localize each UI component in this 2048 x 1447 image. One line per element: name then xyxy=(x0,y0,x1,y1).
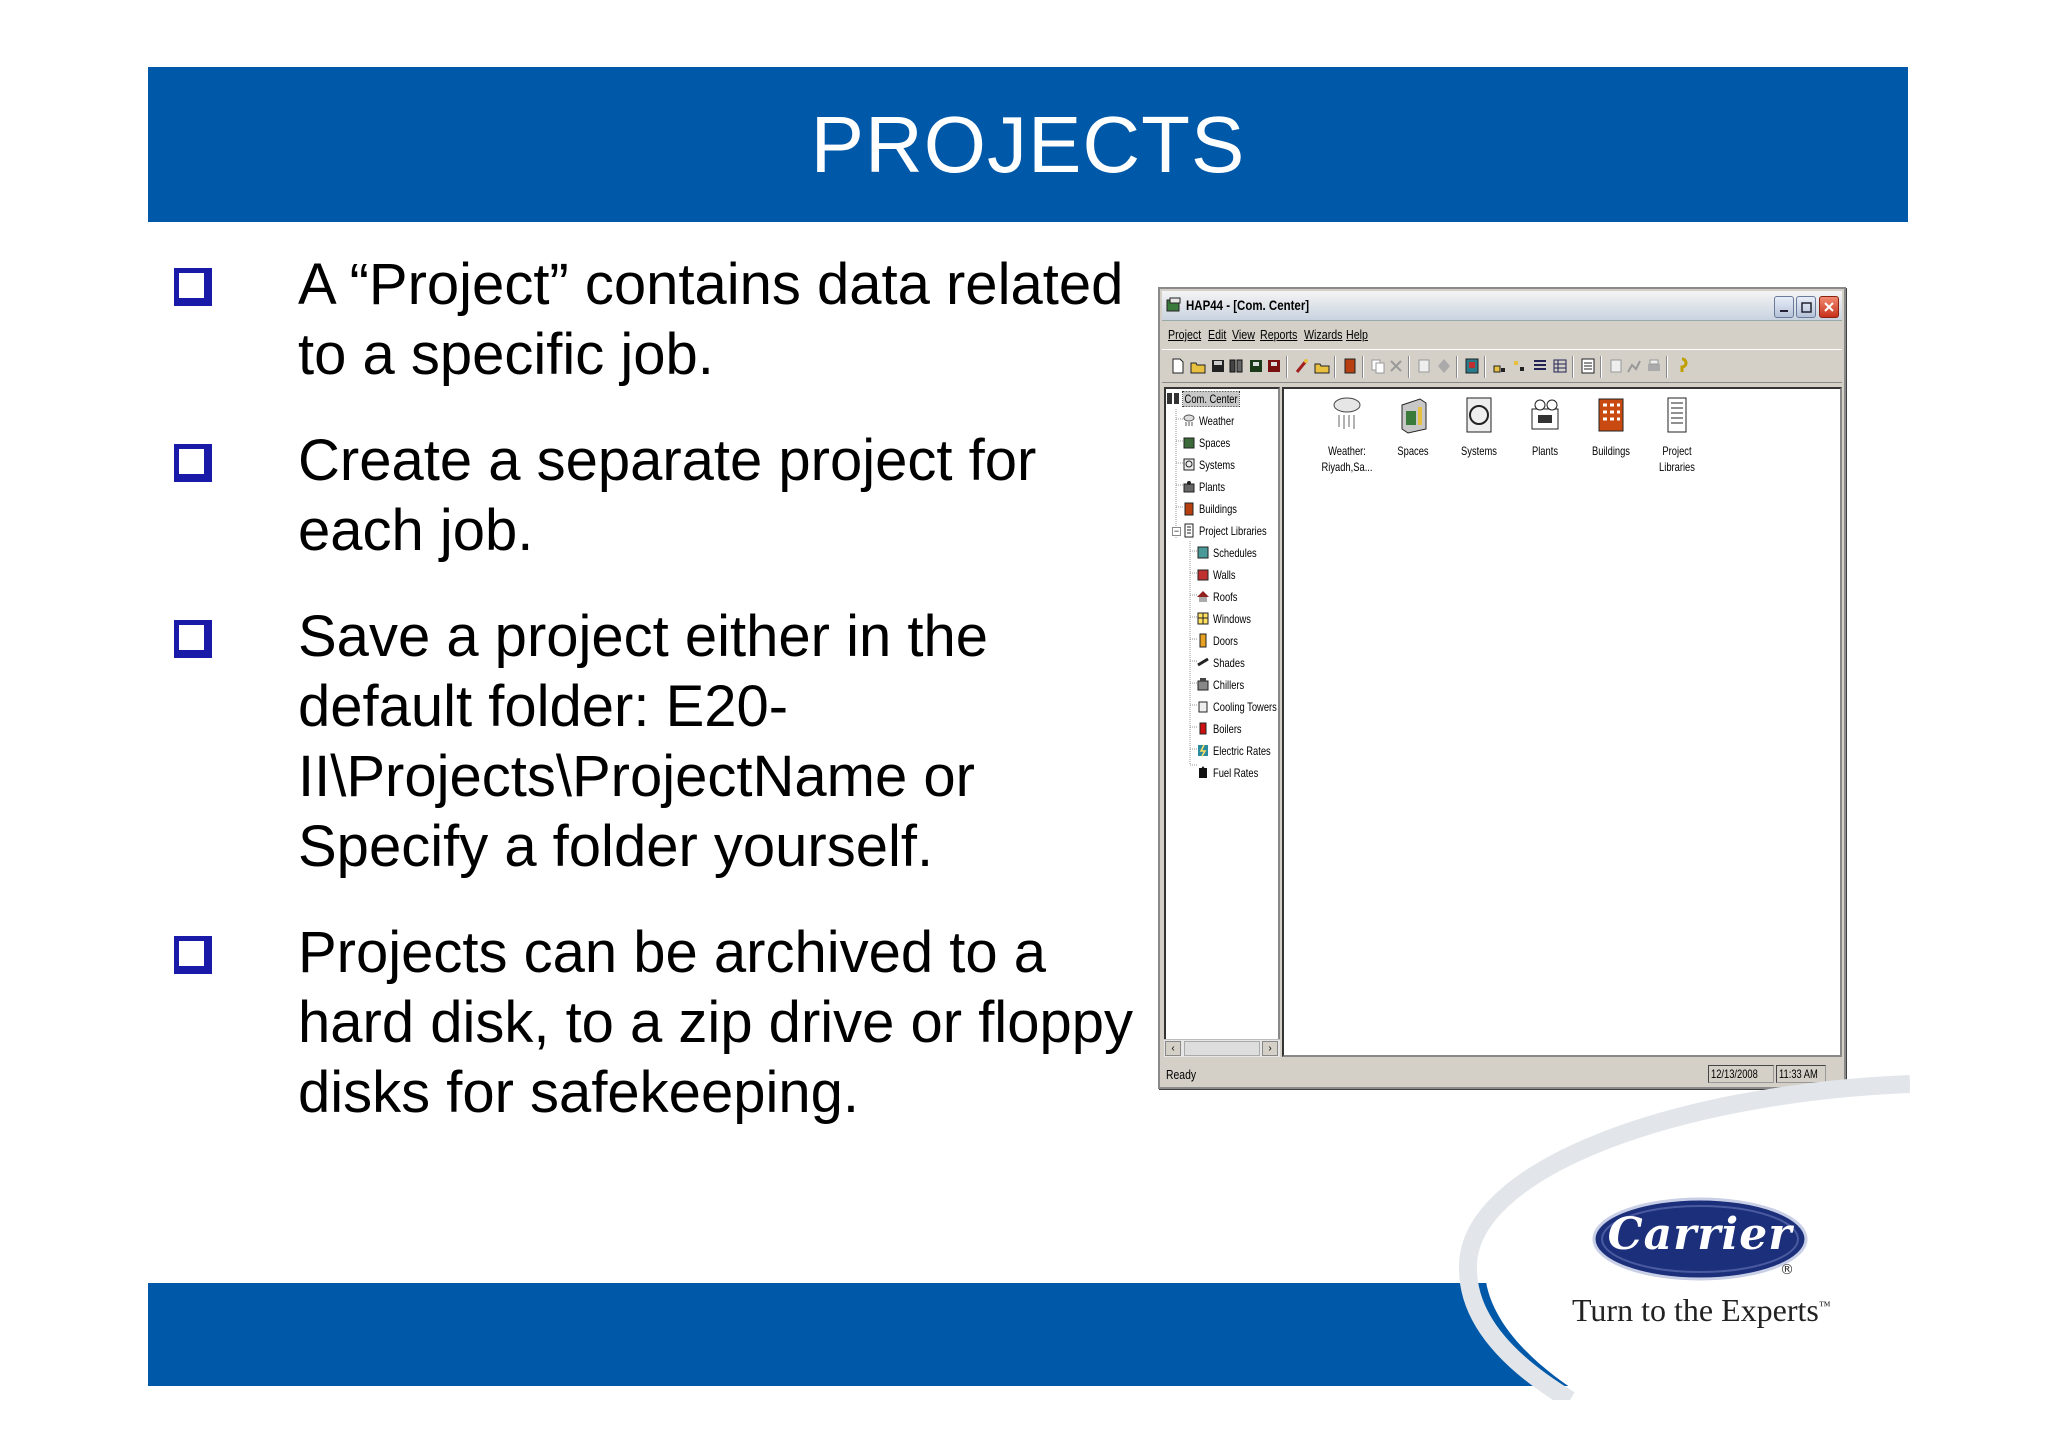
library-icon[interactable] xyxy=(1228,357,1244,375)
title-banner xyxy=(148,67,1908,222)
maximize-icon xyxy=(1799,300,1813,314)
menu-help[interactable]: Help xyxy=(1346,327,1368,342)
toolbar-separator xyxy=(1286,356,1288,378)
content-label: Weather: Riyadh,Sa... xyxy=(1321,444,1373,474)
window-titlebar[interactable] xyxy=(1162,291,1842,321)
tree-label: Systems xyxy=(1199,458,1235,472)
window-title: HAP44 - [Com. Center] xyxy=(1186,297,1310,313)
toolbar-separator xyxy=(1362,356,1364,378)
content-item-spaces[interactable] xyxy=(1380,395,1446,459)
large-icons-icon[interactable] xyxy=(1492,357,1508,375)
toolbar-separator xyxy=(1408,356,1410,378)
tree-horizontal-scrollbar[interactable] xyxy=(1164,1039,1280,1057)
retrieve-icon[interactable] xyxy=(1266,357,1282,375)
status-time-text: 11:33 AM xyxy=(1779,1067,1818,1081)
shades-icon xyxy=(1196,655,1210,670)
weather-icon xyxy=(1182,413,1196,428)
tree-label: Spaces xyxy=(1199,436,1231,450)
scroll-left-button[interactable]: ‹ xyxy=(1165,1041,1181,1056)
weather-icon xyxy=(1330,395,1364,435)
tree-label: Fuel Rates xyxy=(1213,766,1259,780)
library-icon xyxy=(1182,523,1196,538)
maximize-button[interactable] xyxy=(1796,296,1816,318)
toolbar-separator xyxy=(1456,356,1458,378)
checkbox-bullet-icon xyxy=(174,444,212,482)
bullet-item xyxy=(168,602,1158,882)
toolbar-separator xyxy=(1572,356,1574,378)
plants-icon xyxy=(1182,479,1196,494)
building-icon[interactable] xyxy=(1342,357,1358,375)
fuel-rates-icon xyxy=(1196,765,1210,780)
chillers-icon xyxy=(1196,677,1210,692)
content-item-plants[interactable] xyxy=(1512,395,1578,459)
systems-icon xyxy=(1182,457,1196,472)
bullet-item xyxy=(168,426,1158,566)
bullet-text: A “Project” contains data related to a specific job. xyxy=(298,252,1124,387)
boilers-icon xyxy=(1196,721,1210,736)
chart-icon[interactable] xyxy=(1626,357,1642,375)
tree-label: Electric Rates xyxy=(1213,744,1271,758)
report-icon[interactable] xyxy=(1580,357,1596,375)
open-folder-icon[interactable] xyxy=(1190,357,1206,375)
buildings-icon xyxy=(1182,501,1196,516)
tree-label: Chillers xyxy=(1213,678,1245,692)
wizard-icon[interactable] xyxy=(1294,357,1310,375)
footer-banner xyxy=(148,1283,1568,1386)
content-label: Buildings xyxy=(1591,444,1630,458)
checkbox-bullet-icon xyxy=(174,936,212,974)
menu-edit[interactable]: Edit xyxy=(1208,327,1227,342)
bullet-text: Save a project either in the default folder: E20- II\Projects\ProjectName or Specify a folder yourself. xyxy=(298,604,988,879)
tagline-trademark: ™ xyxy=(1818,1298,1831,1313)
buildings-icon xyxy=(1594,395,1628,435)
map-icon[interactable] xyxy=(1464,357,1480,375)
minimize-icon xyxy=(1777,300,1791,314)
scroll-right-button[interactable]: › xyxy=(1262,1041,1278,1056)
cooling-towers-icon xyxy=(1196,699,1210,714)
bullet-text: Projects can be archived to a hard disk, to a zip drive or floppy disks for safekeeping. xyxy=(298,920,1133,1125)
content-label: Systems xyxy=(1461,444,1497,458)
windows-icon xyxy=(1196,611,1210,626)
schedules-icon xyxy=(1196,545,1210,560)
carrier-brand-text: Carrier xyxy=(1607,1209,1793,1260)
bullet-list xyxy=(168,250,1158,1164)
tree-label: Walls xyxy=(1213,568,1236,582)
registered-mark: ® xyxy=(1780,1262,1794,1278)
toolbar-separator xyxy=(1600,356,1602,378)
help-icon[interactable] xyxy=(1674,357,1690,375)
checkbox-bullet-icon xyxy=(174,620,212,658)
menu-wizards[interactable]: Wizards xyxy=(1304,327,1343,342)
folder-wizard-icon[interactable] xyxy=(1314,357,1330,375)
checkbox-bullet-icon xyxy=(174,268,212,306)
content-label: Plants xyxy=(1531,444,1559,458)
status-text: Ready xyxy=(1166,1067,1197,1082)
close-button[interactable] xyxy=(1819,296,1839,318)
menu-reports[interactable]: Reports xyxy=(1260,327,1298,342)
content-item-systems[interactable] xyxy=(1446,395,1512,459)
tree-label: Buildings xyxy=(1199,502,1237,516)
edit-report-icon[interactable] xyxy=(1608,357,1624,375)
hap-app-window xyxy=(1158,287,1846,1089)
content-pane xyxy=(1282,387,1842,1057)
new-file-icon[interactable] xyxy=(1170,357,1186,375)
print-icon[interactable] xyxy=(1646,357,1662,375)
content-label: Project Libraries xyxy=(1659,444,1695,474)
copy-icon[interactable] xyxy=(1370,357,1386,375)
doors-icon xyxy=(1196,633,1210,648)
tree-label: Plants xyxy=(1199,480,1226,494)
small-icons-icon[interactable] xyxy=(1512,357,1528,375)
carrier-logo xyxy=(1590,1195,1810,1295)
toolbar-separator xyxy=(1666,356,1668,378)
book-icon xyxy=(1166,391,1180,406)
properties-icon[interactable] xyxy=(1416,357,1432,375)
tree-label: Cooling Towers xyxy=(1213,700,1277,714)
tree-label: Schedules xyxy=(1213,546,1257,560)
tree-label: Boilers xyxy=(1213,722,1242,736)
content-label: Spaces xyxy=(1397,444,1429,458)
content-item-project-libraries[interactable] xyxy=(1644,395,1710,475)
toolbar-separator xyxy=(1484,356,1486,378)
walls-icon xyxy=(1196,567,1210,582)
library-icon xyxy=(1660,395,1694,435)
collapse-toggle[interactable]: − xyxy=(1173,526,1180,536)
tree-label: Windows xyxy=(1213,612,1251,626)
details-view-icon[interactable] xyxy=(1552,357,1568,375)
list-view-icon[interactable] xyxy=(1532,357,1548,375)
electric-rates-icon xyxy=(1196,743,1210,758)
diamond-icon[interactable] xyxy=(1436,357,1452,375)
close-icon xyxy=(1822,300,1836,314)
menu-view[interactable]: View xyxy=(1232,327,1255,342)
status-date-text: 12/13/2008 xyxy=(1711,1067,1758,1081)
spaces-icon xyxy=(1182,435,1196,450)
tree-label: Com. Center xyxy=(1184,392,1238,406)
app-icon xyxy=(1166,297,1182,313)
bullet-item xyxy=(168,918,1158,1128)
systems-icon xyxy=(1462,395,1496,435)
tree-label: Shades xyxy=(1213,656,1245,670)
bullet-text: Create a separate project for each job. xyxy=(298,428,1037,563)
minimize-button[interactable] xyxy=(1774,296,1794,318)
tagline xyxy=(1572,1292,1831,1329)
slide-title: PROJECTS xyxy=(810,100,1246,189)
content-item-weather[interactable] xyxy=(1314,395,1380,475)
spaces-icon xyxy=(1396,395,1430,435)
delete-icon[interactable] xyxy=(1388,357,1404,375)
roofs-icon xyxy=(1196,589,1210,604)
menu-bar xyxy=(1162,323,1842,347)
tagline-text: Turn to the Experts xyxy=(1572,1292,1819,1328)
menu-project[interactable]: Project xyxy=(1168,327,1202,342)
tree-label: Project Libraries xyxy=(1199,524,1267,538)
save-icon[interactable] xyxy=(1210,357,1226,375)
tree-label: Weather xyxy=(1199,414,1235,428)
toolbar xyxy=(1162,349,1842,383)
tree-label: Roofs xyxy=(1213,590,1238,604)
project-tree[interactable] xyxy=(1164,387,1280,1057)
bullet-item xyxy=(168,250,1158,390)
tree-label: Doors xyxy=(1213,634,1238,648)
plants-icon xyxy=(1528,395,1562,435)
toolbar-separator xyxy=(1334,356,1336,378)
scroll-thumb[interactable] xyxy=(1184,1041,1260,1056)
content-item-buildings[interactable] xyxy=(1578,395,1644,459)
archive-icon[interactable] xyxy=(1248,357,1264,375)
